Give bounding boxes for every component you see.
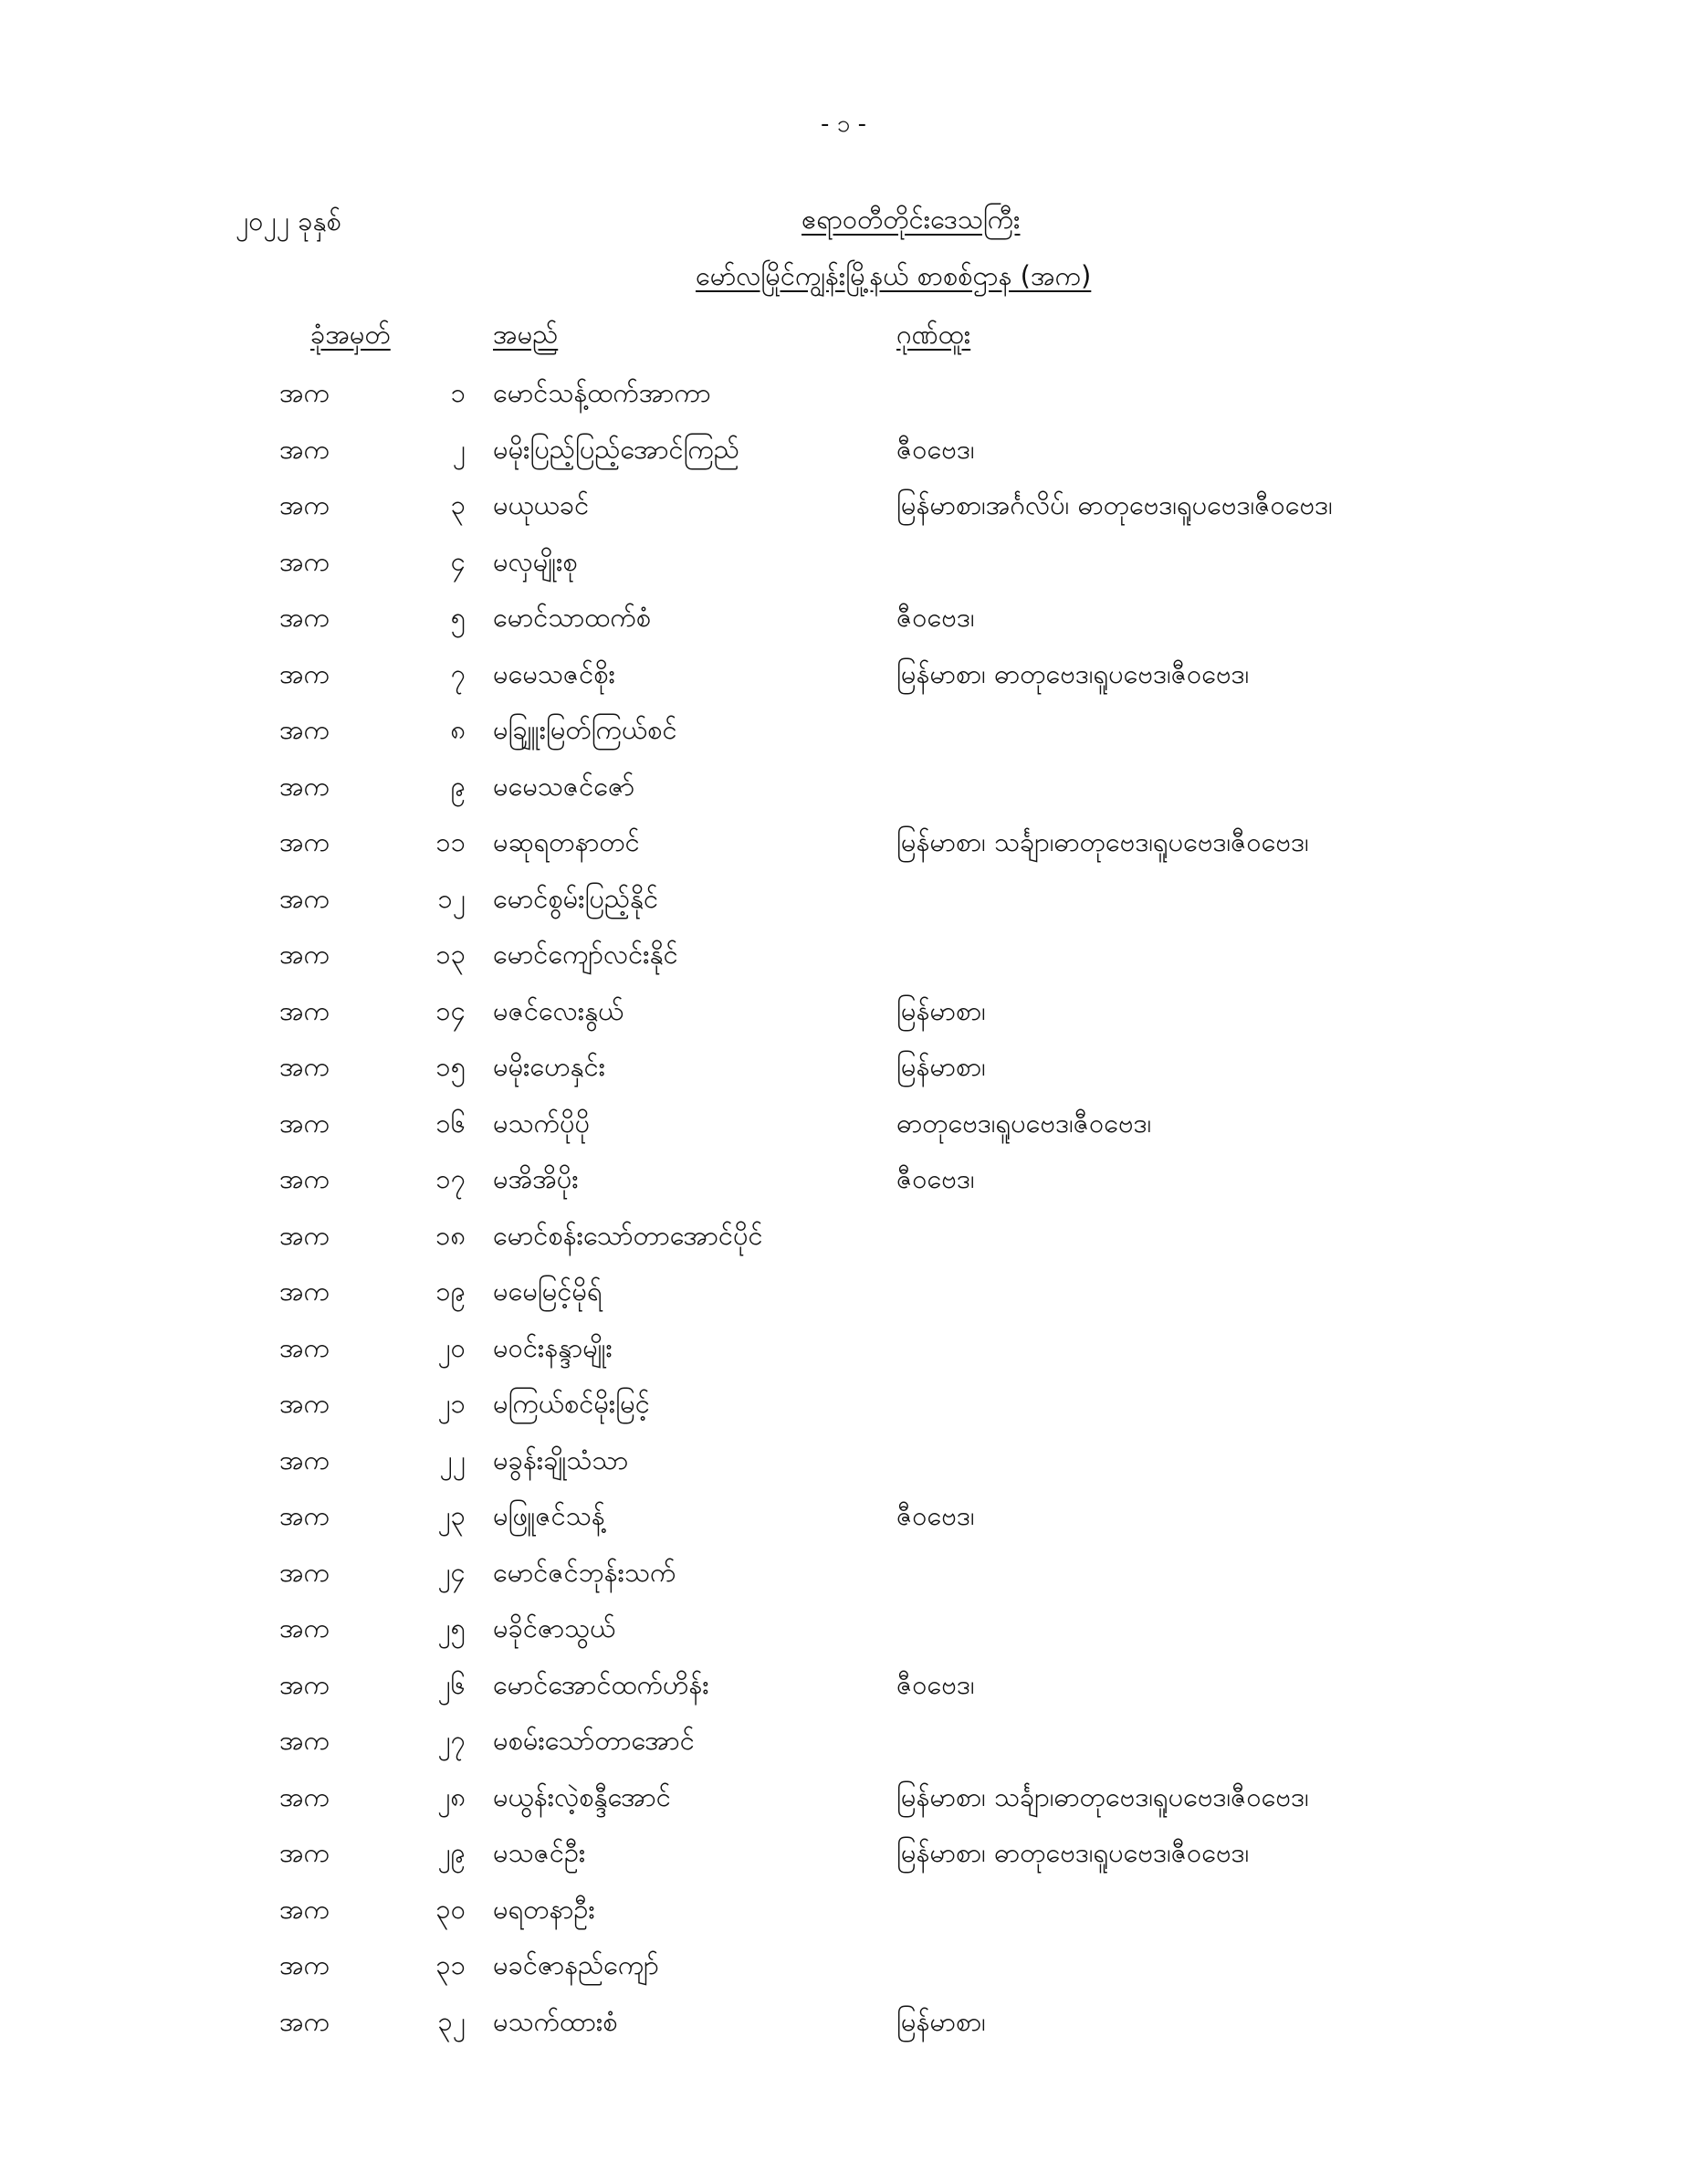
distinctions: မြန်မာစာ၊	[896, 994, 986, 1026]
roll-prefix: အက	[279, 1837, 330, 1868]
roll-number: ၂၈	[437, 1780, 466, 1812]
roll-number: ၂၀	[437, 1331, 466, 1363]
roll-number: ၂၂	[439, 1444, 466, 1475]
roll-number: ၇	[450, 657, 466, 689]
roll-prefix: အက	[279, 1276, 330, 1307]
roll-number: ၂၁	[437, 1388, 466, 1419]
student-name: မယုယခင်	[493, 489, 590, 520]
distinctions: မြန်မာစာ၊	[896, 2005, 986, 2037]
region-title: ဧရာဝတီတိုင်းဒေသကြီး	[802, 204, 1021, 235]
roll-prefix: အက	[279, 1051, 330, 1082]
result-row	[0, 932, 1687, 989]
student-name: မသဇင်ဦး	[493, 1837, 586, 1868]
student-name: မောင်ဇင်ဘုန်းသက်	[493, 1556, 676, 1588]
result-row	[0, 1943, 1687, 2000]
result-row	[0, 764, 1687, 821]
distinctions: မြန်မာစာ၊ သင်္ချာ၊ဓာတုဗေဒ၊ရူပဗေဒ၊ဇီဝဗေဒ၊	[896, 1780, 1309, 1812]
roll-number: ၁	[450, 377, 466, 408]
distinctions: မြန်မာစာ၊အင်္ဂလိပ်၊ ဓာတုဗေဒ၊ရူပဗေဒ၊ဇီဝဗေဒ၊	[896, 489, 1333, 520]
result-row	[0, 2000, 1687, 2056]
student-name: မချြူးမြတ်ကြယ်စင်	[493, 714, 677, 745]
roll-number: ၄	[450, 545, 466, 577]
result-row	[0, 1718, 1687, 1775]
student-name: မကြယ်စင်မိုးမြင့်	[493, 1388, 650, 1419]
student-name: မောင်အောင်ထက်ဟိန်း	[493, 1668, 709, 1700]
result-row	[0, 595, 1687, 652]
student-name: မခိုင်ဇာသွယ်	[493, 1612, 616, 1643]
roll-prefix: အက	[279, 657, 330, 689]
roll-prefix: အက	[279, 1500, 330, 1531]
roll-number: ၁၃	[435, 939, 466, 970]
column-header-distinction: ဂုဏ်ထူး	[896, 319, 971, 350]
roll-prefix: အက	[279, 994, 330, 1026]
result-row	[0, 708, 1687, 764]
roll-number: ၁၅	[435, 1051, 466, 1082]
student-name: မသက်ထားစံ	[493, 2005, 618, 2037]
roll-prefix: အက	[279, 1725, 330, 1756]
roll-prefix: အက	[279, 714, 330, 745]
roll-number: ၃၁	[435, 1949, 466, 1980]
roll-prefix: အက	[279, 1388, 330, 1419]
roll-number: ၁၈	[435, 1219, 466, 1251]
student-name: မဇင်လေးနွယ်	[493, 994, 624, 1026]
student-name: မဖြူဇင်သန့်	[493, 1500, 605, 1531]
roll-number: ၉	[450, 770, 466, 802]
roll-prefix: အက	[279, 1163, 330, 1194]
result-row	[0, 1550, 1687, 1607]
student-name: မမေမြင့်မိုရ်	[493, 1276, 602, 1307]
exam-center-title: မော်လမြိုင်ကျွန်းမြို့နယ် စာစစ်ဌာန (အက)	[696, 260, 1092, 291]
roll-number: ၂၇	[437, 1725, 466, 1756]
student-name: မောင်စွမ်းပြည့်နိုင်	[493, 882, 659, 914]
roll-prefix: အက	[279, 882, 330, 914]
exam-year: ၂၀၂၂ ခုနှစ်	[236, 205, 341, 236]
student-name: မလှမျိုးစု	[493, 545, 578, 577]
student-name: မစမ်းသော်တာအောင်	[493, 1725, 695, 1756]
result-row	[0, 1606, 1687, 1663]
result-row	[0, 1381, 1687, 1438]
student-name: မောင်သန့်ထက်အာကာ	[493, 377, 711, 408]
roll-prefix: အက	[279, 489, 330, 520]
roll-prefix: အက	[279, 1612, 330, 1643]
roll-prefix: အက	[279, 433, 330, 465]
distinctions: မြန်မာစာ၊ ဓာတုဗေဒ၊ရူပဗေဒ၊ဇီဝဗေဒ၊	[896, 1837, 1250, 1868]
distinctions: ဓာတုဗေဒ၊ရူပဗေဒ၊ဇီဝဗေဒ၊	[896, 1107, 1152, 1139]
result-row	[0, 652, 1687, 709]
student-name: မဝင်းနန္ဒာမျိုး	[493, 1331, 613, 1363]
result-row	[0, 1213, 1687, 1270]
student-name: မောင်သာထက်စံ	[493, 602, 652, 633]
roll-number: ၂	[452, 433, 466, 465]
roll-prefix: အက	[279, 1219, 330, 1251]
distinctions: မြန်မာစာ၊ ဓာတုဗေဒ၊ရူပဗေဒ၊ဇီဝဗေဒ၊	[896, 657, 1250, 689]
roll-prefix: အက	[279, 939, 330, 970]
roll-prefix: အက	[279, 545, 330, 577]
result-row	[0, 1494, 1687, 1550]
roll-prefix: အက	[279, 1668, 330, 1700]
roll-prefix: အက	[279, 1444, 330, 1475]
distinctions: ဇီဝဗေဒ၊	[896, 602, 975, 633]
roll-number: ၁၉	[435, 1276, 466, 1307]
results-list	[0, 371, 1687, 2055]
roll-prefix: အက	[279, 1780, 330, 1812]
distinctions: ဇီဝဗေဒ၊	[896, 1163, 975, 1194]
roll-prefix: အက	[279, 2005, 330, 2037]
roll-prefix: အက	[279, 770, 330, 802]
result-row	[0, 1269, 1687, 1326]
roll-prefix: အက	[279, 826, 330, 857]
roll-number: ၃၀	[435, 1893, 466, 1925]
roll-prefix: အက	[279, 1893, 330, 1925]
roll-number: ၁၁	[435, 826, 466, 857]
student-name: မဆုရတနာတင်	[493, 826, 640, 857]
student-name: မမိုးပြည့်ပြည့်အောင်ကြည်	[493, 433, 739, 465]
roll-number: ၁၆	[435, 1107, 466, 1139]
distinctions: မြန်မာစာ၊	[896, 1051, 986, 1082]
roll-number: ၁၄	[435, 994, 466, 1026]
result-row	[0, 1775, 1687, 1832]
roll-number: ၂၅	[437, 1612, 466, 1643]
result-row	[0, 1045, 1687, 1101]
roll-prefix: အက	[279, 1107, 330, 1139]
student-name: မောင်ကျော်လင်းနိုင်	[493, 939, 678, 970]
roll-number: ၂၄	[437, 1556, 466, 1588]
result-row	[0, 1663, 1687, 1719]
result-row	[0, 1157, 1687, 1213]
roll-prefix: အက	[279, 602, 330, 633]
roll-number: ၂၃	[437, 1500, 466, 1531]
distinctions: မြန်မာစာ၊ သင်္ချာ၊ဓာတုဗေဒ၊ရူပဗေဒ၊ဇီဝဗေဒ၊	[896, 826, 1309, 857]
roll-prefix: အက	[279, 1556, 330, 1588]
roll-prefix: အက	[279, 377, 330, 408]
roll-number: ၃	[450, 489, 466, 520]
result-row	[0, 540, 1687, 596]
roll-number: ၅	[450, 602, 466, 633]
result-row	[0, 427, 1687, 484]
roll-prefix: အက	[279, 1331, 330, 1363]
roll-number: ၈	[450, 714, 466, 745]
roll-number: ၁၇	[435, 1163, 466, 1194]
roll-number: ၁၂	[437, 882, 466, 914]
result-row	[0, 1887, 1687, 1944]
student-name: မောင်စန်းသော်တာအောင်ပိုင်	[493, 1219, 763, 1251]
student-name: မခွန်းချိုသံသာ	[493, 1444, 629, 1475]
roll-prefix: အက	[279, 1949, 330, 1980]
student-name: မမေသဇင်စိုး	[493, 657, 615, 689]
roll-number: ၂၉	[437, 1837, 466, 1868]
roll-number: ၃၂	[437, 2005, 466, 2037]
student-name: မယွန်းလဲ့စန္ဒီအောင်	[493, 1780, 671, 1812]
distinctions: ဇီဝဗေဒ၊	[896, 1500, 975, 1531]
result-row	[0, 483, 1687, 540]
column-header-roll-number: ခုံအမှတ်	[310, 319, 391, 350]
student-name: မခင်ဇာနည်ကျော်	[493, 1949, 659, 1980]
student-name: မမိုးဟေနှင်း	[493, 1051, 606, 1082]
roll-number: ၂၆	[437, 1668, 466, 1700]
student-name: မမေသဇင်ဇော်	[493, 770, 635, 802]
column-header-name: အမည်	[493, 319, 559, 350]
distinctions: ဇီဝဗေဒ၊	[896, 433, 975, 465]
result-row	[0, 1326, 1687, 1382]
result-row	[0, 877, 1687, 933]
student-name: မရတနာဦး	[493, 1893, 595, 1925]
result-row	[0, 371, 1687, 427]
student-name: မသက်ပိုပို	[493, 1107, 591, 1139]
result-row	[0, 1831, 1687, 1887]
page-number: - ၁ -	[821, 110, 866, 138]
student-name: မအိအိပိုး	[493, 1163, 579, 1194]
result-row	[0, 989, 1687, 1045]
result-row	[0, 1438, 1687, 1495]
result-row	[0, 820, 1687, 877]
result-row	[0, 1101, 1687, 1158]
distinctions: ဇီဝဗေဒ၊	[896, 1668, 975, 1700]
